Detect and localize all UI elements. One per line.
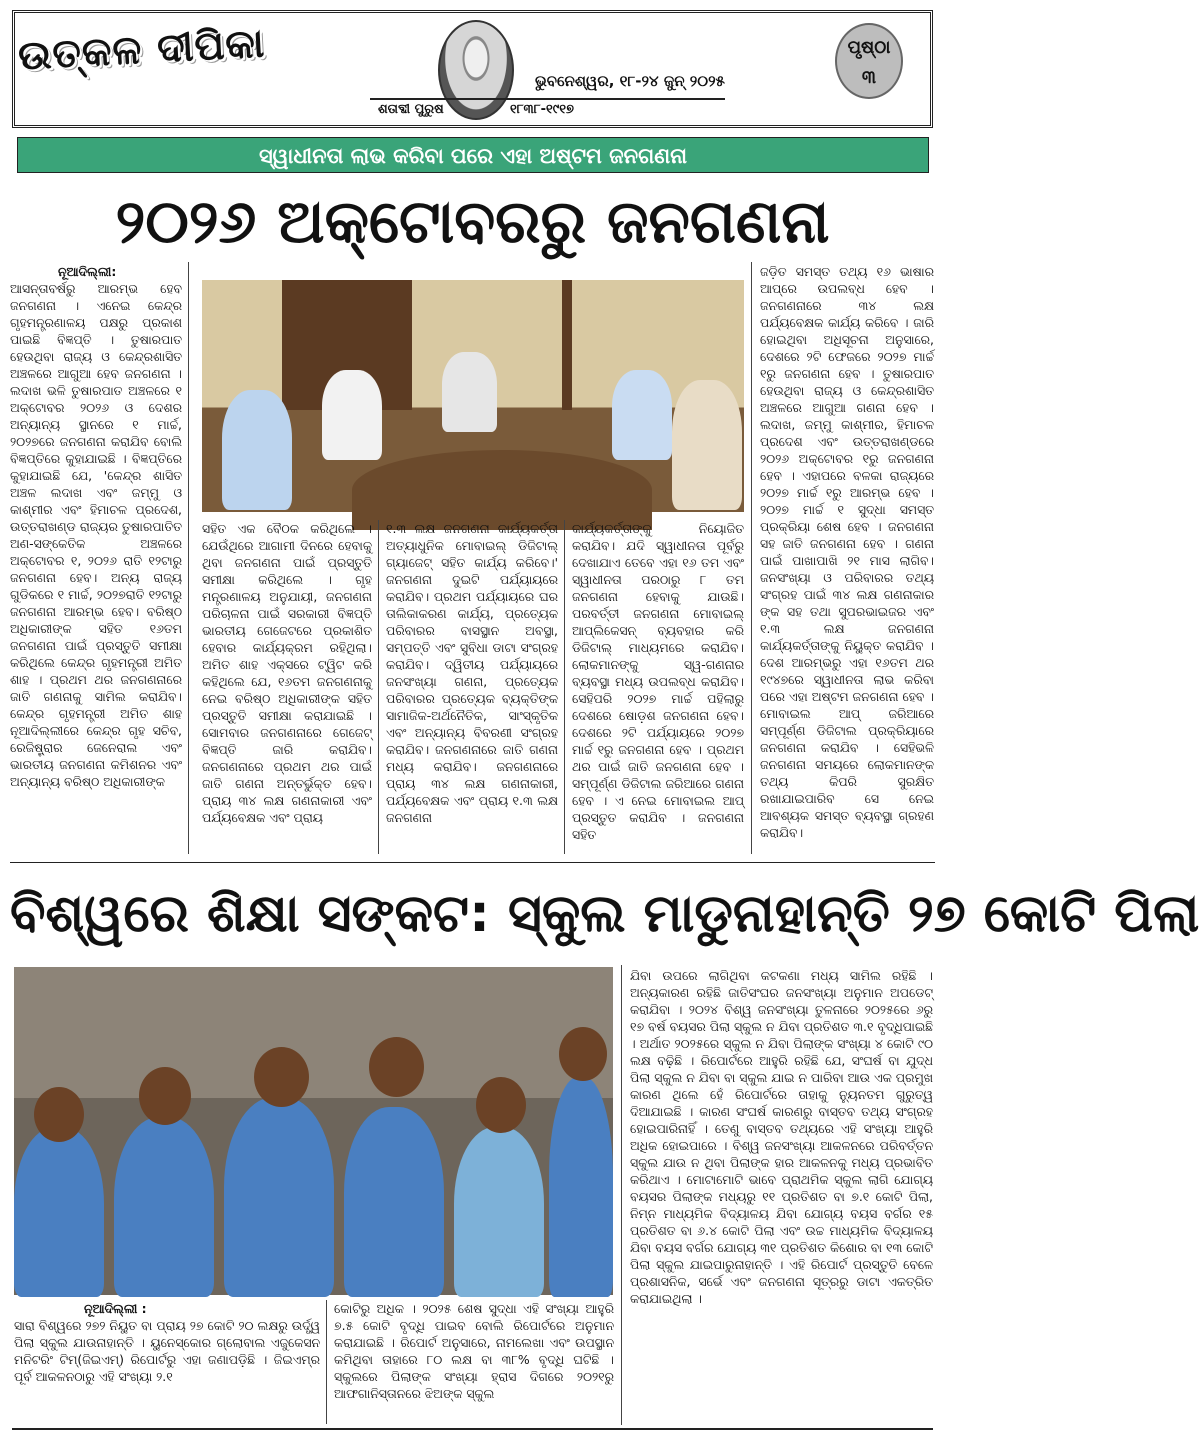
schoolchildren-photo xyxy=(14,967,613,1295)
person-front-left xyxy=(222,390,292,510)
story2-column-2: କୋଟିରୁ ଅଧିକ । ୨୦୨୫ ଶେଷ ସୁଦ୍ଧା ଏହି ସଂଖ୍ୟା ଆହୁରି ୭.୫ କୋଟି ବୃଦ୍ଧି ପାଇବ ବୋଲି ରିପୋର୍ଟରେ ଅନୁମାନ କରାଯାଇଛି । ରିପୋର୍ଟ ଅନୁସାରେ, ନାମଲେଖା ଏବଂ ଉପସ୍ଥାନ କମିଥିବା ତାହାରେ ୮୦ ଲକ୍ଷ ବା ୩୮% ବୃଦ୍ଧି ଘଟିଛି । ସ୍କୁଲରେ ପିଲାଙ୍କ ସଂଖ୍ୟା ହ୍ରାସ ଦିଗରେ ୨୦୨୧ରୁ ଆଫଗାନିସ୍ତାନରେ ଝିଅଙ୍କ ସ୍କୁଲ xyxy=(334,1301,614,1401)
column-rule xyxy=(378,520,379,854)
column-rule xyxy=(564,520,565,854)
person-right xyxy=(612,370,672,460)
person-left xyxy=(322,370,382,460)
child xyxy=(549,1077,613,1297)
story1-column-2: ସହିତ ଏକ ବୈଠକ କରିଥିଲେ । ଯେଉଁଥିରେ ଆଗାମୀ ଦିନରେ ହେବାକୁ ଥିବା ଜନଗଣନା ପାଇଁ ପ୍ରସ୍ତୁତି ସମୀକ୍ଷା କରିଥିଲେ । ଗୃହ ମନ୍ତ୍ରଣାଳୟ ଅନୁଯାୟୀ, ଜନଗଣନା ପରିଚାଳନା ପାଇଁ ସରକାରୀ ବିଜ୍ଞପ୍ତି ଭାରତୀୟ ଗେଜେଟରେ ପ୍ରକାଶିତ ହେବାର କାର୍ଯ୍ୟକ୍ରମ ରହିଥିଲା। ଅମିତ ଶାହ ଏକ୍ସରେ ଟ୍ୱିଟ କରି କହିଥିଲେ ଯେ, ୧୬ତମ ଜନଗଣନାକୁ ନେଇ ବରିଷ୍ଠ ଅଧିକାରୀଙ୍କ ସହିତ ପ୍ରସ୍ତୁତି ସମୀକ୍ଷା କରାଯାଇଛି । ସୋମବାର ଜନଗଣନାରେ ଗେଜେଟ୍ ବିଜ୍ଞପ୍ତି ଜାରି କରାଯିବ। ଜନଗଣନାରେ ପ୍ରଥମ ଥର ପାଇଁ ଜାତି ଗଣନା ଅନ୍ତର୍ଭୁକ୍ତ ହେବ। ପ୍ରାୟ ୩୪ ଲକ୍ଷ ଗଣନାକାରୀ ଏବଂ ପର୍ଯ୍ୟବେକ୍ଷକ ଏବଂ ପ୍ରାୟ xyxy=(202,521,372,825)
page-number-badge xyxy=(835,23,903,99)
story1-column-5: ଜଡ଼ିତ ସମସ୍ତ ତଥ୍ୟ ୧୬ ଭାଷାର ଆପ୍‌ରେ ଉପଲବ୍ଧ ହେବ । ଜନଗଣନାରେ ୩୪ ଲକ୍ଷ ପର୍ଯ୍ୟବେକ୍ଷକ କାର୍ଯ୍ୟ କରିବେ । ଜାରି ହୋଇଥିବା ଅଧିସୂଚନା ଅନୁସାରେ, ଦେଶରେ ୨ଟି ଫେଜରେ ୨୦୨୭ ମାର୍ଚ୍ଚ ୧ରୁ ଜନଗଣନା ହେବ । ତୁଷାରପାତ ହେଉଥିବା ରାଜ୍ୟ ଓ କେନ୍ଦ୍ରଶାସିତ ଅଞ୍ଚଳରେ ଆଗୁଆ ଗଣନା ହେବ । ଲଦାଖ, ଜମ୍ମୁ କାଶ୍ମୀର, ହିମାଚଳ ପ୍ରଦେଶ ଏବଂ ଉତ୍ତରାଖଣ୍ଡରେ ୨୦୨୬ ଅକ୍ଟୋବର ୧ରୁ ଜନଗଣନା ହେବ । ଏହାପରେ ବଳକା ରାଜ୍ୟରେ ୨୦୨୭ ମାର୍ଚ୍ଚ ୧ରୁ ଆରମ୍ଭ ହେବ । ୨୦୨୭ ମାର୍ଚ୍ଚ ୧ ସୁଦ୍ଧା ସମସ୍ତ ପ୍ରକ୍ରିୟା ଶେଷ ହେବ । ଜନଗଣନା ସହ ଜାତି ଜନଗଣନା ହେବ । ଗଣନା ପାଇଁ ପାଖାପାଖି ୨୧ ମାସ ଲାଗିବ। ଜନସଂଖ୍ୟା ଓ ପରିବାରର ତଥ୍ୟ ସଂଗ୍ରହ ପାଇଁ ୩୪ ଲକ୍ଷ ଗଣନାକାର ଙ୍କ ସହ ତଥା ସୁପରଭାଇଜର ଏବଂ ୧.୩ ଲକ୍ଷ ଜନଗଣନା କାର୍ଯ୍ୟକର୍ତ୍ତାଙ୍କୁ ନିୟୁକ୍ତ କରାଯିବ । ଦେଶ ଆରମ୍ଭରୁ ଏହା ୧୬ତମ ଥର ୧୯୪୭ରେ ସ୍ୱାଧୀନତା ଲାଭ କରିବା ପରେ ଏହା ଅଷ୍ଟମ ଜନଗଣନା ହେବ । ମୋବାଇଲ ଆପ୍ ଜରିଆରେ ସମ୍ପୂର୍ଣ୍ଣ ଡିଜିଟାଲ ପ୍ରକ୍ରିୟାରେ ଜନଗଣନା କରାଯିବ । ସେହିଭଳି ଜନଗଣନା ସମୟରେ ଲୋକମାନଙ୍କ ତଥ୍ୟ କିପରି ସୁରକ୍ଷିତ ରଖାଯାଇପାରିବ ସେ ନେଇ ଆବଶ୍ୟକ ସମସ୍ତ ବ୍ୟବସ୍ଥା ଗ୍ରହଣ କରାଯିବ। xyxy=(760,264,934,840)
founder-caption: ଶତାବ୍ଦୀ ପୁରୁଷ xyxy=(378,102,444,117)
child xyxy=(454,1127,544,1297)
story1-column-4: କାର୍ଯ୍ୟକର୍ତ୍ତାଙ୍କୁ ନିୟୋଜିତ କରାଯିବ। ଯଦି ସ୍ୱାଧୀନତା ପୂର୍ବରୁ ଦେଖାଯାଏ ତେବେ ଏହା ୧୬ ତମ ଏବଂ ସ୍ୱାଧୀନତା ପରଠାରୁ ୮ ତମ ଜନଗଣନା ହେବାକୁ ଯାଉଛି। ପରବର୍ତ୍ତୀ ଜନଗଣନା ମୋବାଇଲ୍ ଆପ୍ଲିକେସନ୍ ବ୍ୟବହାର କରି ଡିଜିଟାଲ୍ ମାଧ୍ୟମରେ କରାଯିବ। ଲୋକମାନଙ୍କୁ ସ୍ୱ-ଗଣନାର ବ୍ୟବସ୍ଥା ମଧ୍ୟ ଉପଲବ୍ଧ କରାଯିବ। ସେହିପରି ୨୦୨୭ ମାର୍ଚ୍ଚ ପହିଲାରୁ ଦେଶରେ ଷୋଡ଼ଶ ଜନଗଣନା ହେବ। ଦେଶରେ ୨ଟି ପର୍ଯ୍ୟାୟରେ ୨୦୨୭ ମାର୍ଚ୍ଚ ୧ରୁ ଜନଗଣନା ହେବ । ପ୍ରଥମ ଥର ପାଇଁ ଜାତି ଜନଗଣନା ହେବ । ସମ୍ପୂର୍ଣ୍ଣ ଡିଜିଟାଲ ଜରିଆରେ ଗଣନା ହେବ । ଏ ନେଇ ମୋବାଇଲ ଆପ୍ ପ୍ରସ୍ତୁତ କରାଯିବ । ଜନଗଣନା ସହିତ xyxy=(572,521,744,842)
headline-census: ୨୦୨୬ ଅକ୍ଟୋବରରୁ ଜନଗଣନା xyxy=(115,187,830,257)
column-rule xyxy=(751,262,752,854)
column-text: ସାରା ବିଶ୍ୱରେ ୨୭୨ ନିୟୁତ ବା ପ୍ରାୟ ୨୭ କୋଟି ୨୦ ଲକ୍ଷରୁ ଉର୍ଦ୍ଧ୍ୱ ପିଲା ସ୍କୁଲ ଯାଉନାହାନ୍ତି । ୟୁନେସ୍କୋର ଗ୍ଲୋବାଲ ଏଜୁକେସନ ମନିଟରିଂ ଟିମ୍(ଜିଇଏମ୍) ରିପୋର୍ଟରୁ ଏହା ଜଣାପଡ଼ିଛି । ଜିଇଏମ୍‌ର ପୂର୍ବ ଆକଳନଠାରୁ ଏହି ସଂଖ୍ୟା ୨.୧ xyxy=(14,1318,320,1384)
child-head xyxy=(559,1027,607,1081)
story1-column-3: ୧.୩ ଲକ୍ଷ ଜନଗଣନା କାର୍ଯ୍ୟକର୍ତ୍ତା ଅତ୍ୟାଧୁନିକ ମୋବାଇଲ୍ ଡିଜିଟାଲ୍ ଗ୍ୟାଜେଟ୍ ସହିତ କାର୍ଯ୍ୟ କରିବେ।' ଜନଗଣନା ଦୁଇଟି ପର୍ଯ୍ୟାୟରେ କରାଯିବ। ପ୍ରଥମ ପର୍ଯ୍ୟାୟରେ ଘର ତାଲିକାକରଣ କାର୍ଯ୍ୟ, ପ୍ରତ୍ୟେକ ପରିବାରର ବାସସ୍ଥାନ ଅବସ୍ଥା, ସମ୍ପତ୍ତି ଏବଂ ସୁବିଧା ଡାଟା ସଂଗ୍ରହ କରାଯିବ। ଦ୍ୱିତୀୟ ପର୍ଯ୍ୟାୟରେ ଜନସଂଖ୍ୟା ଗଣନା, ପ୍ରତ୍ୟେକ ପରିବାରର ପ୍ରତ୍ୟେକ ବ୍ୟକ୍ତିଙ୍କ ସାମାଜିକ-ଅର୍ଥନୈତିକ, ସାଂସ୍କୃତିକ ଏବଂ ଅନ୍ୟାନ୍ୟ ବିବରଣୀ ସଂଗ୍ରହ କରାଯିବ। ଜନଗଣନାରେ ଜାତି ଗଣନା ମଧ୍ୟ କରାଯିବ। ଜନଗଣନାରେ ପ୍ରାୟ ୩୪ ଲକ୍ଷ ଗଣନାକାରୀ, ପର୍ଯ୍ୟବେକ୍ଷକ ଏବଂ ପ୍ରାୟ ୧.୩ ଲକ୍ଷ ଜନଗଣନା xyxy=(386,521,558,825)
child-head xyxy=(139,1067,191,1125)
story2-column-1 xyxy=(14,1300,320,1425)
person-front-right xyxy=(672,380,742,510)
child xyxy=(344,1107,444,1297)
child-head xyxy=(476,1077,526,1133)
dateline: ନୂଆଦିଲ୍ଲୀ : xyxy=(84,1301,147,1316)
story1-column-1 xyxy=(10,263,182,853)
page-label: ପୃଷ୍ଠା xyxy=(847,37,891,58)
child-head xyxy=(369,1037,424,1097)
founder-years: ୧୮୩୮-୧୯୧୭ xyxy=(510,102,574,117)
section-divider xyxy=(10,862,935,863)
child xyxy=(224,1097,334,1297)
founder-portrait xyxy=(438,20,514,120)
masthead-divider xyxy=(370,98,725,100)
person-center xyxy=(442,352,497,432)
kicker-banner: ସ୍ୱାଧୀନତା ଲାଭ କରିବା ପରେ ଏହା ଅଷ୍ଟମ ଜନଗଣନା xyxy=(17,137,929,173)
column-rule xyxy=(621,965,622,1425)
meeting-photo xyxy=(202,280,744,512)
conference-table xyxy=(352,450,652,530)
child-head xyxy=(254,1047,309,1107)
dateline: ନୂଆଦିଲ୍ଲୀ: xyxy=(58,264,117,279)
newspaper-logo: ଉତ୍କଳ ଦୀପିକା xyxy=(16,19,267,80)
headline-education: ବିଶ୍ୱରେ ଶିକ୍ଷା ସଙ୍କଟ: ସ୍କୁଲ ମାଡୁନାହାନ୍ତି ୨୭ କୋଟି ପିଲା xyxy=(10,884,1199,944)
column-rule xyxy=(326,1300,327,1424)
page-bottom-rule xyxy=(12,1428,933,1430)
wall-strip xyxy=(562,280,572,410)
page-number: ୩ xyxy=(861,67,877,88)
issue-date: ଭୁବନେଶ୍ୱର, ୧୮-୨୪ ଜୁନ୍ ୨୦୨୫ xyxy=(535,72,725,90)
column-text: ଆସନ୍ତାବର୍ଷରୁ ଆରମ୍ଭ ହେବ ଜନଗଣନା । ଏନେଇ କେନ୍ଦ୍ର ଗୃହମନ୍ତ୍ରଣାଳୟ ପକ୍ଷରୁ ପ୍ରକାଶ ପାଇଛି ବିଜ୍ଞପ୍ତି । ତୁଷାରପାତ ହେଉଥିବା ରାଜ୍ୟ ଓ କେନ୍ଦ୍ରଶାସିତ ଅଞ୍ଚଳରେ ଆଗୁଆ ହେବ ଜନଗଣନା । ଲଦାଖ ଭଳି ତୁଷାରପାତ ଅଞ୍ଚଳରେ ୧ ଅକ୍ଟୋବର ୨୦୨୬ ଓ ଦେଶର ଅନ୍ୟାନ୍ୟ ସ୍ଥାନରେ ୧ ମାର୍ଚ୍ଚ, ୨୦୨୭ରେ ଜନଗଣନା କରାଯିବ ବୋଲି ବିଜ୍ଞପ୍ତିରେ କୁହାଯାଇଛି । ବିଜ୍ଞପ୍ତିରେ କୁହାଯାଇଛି ଯେ, 'କେନ୍ଦ୍ର ଶାସିତ ଅଞ୍ଚଳ ଲଦାଖ ଏବଂ ଜମ୍ମୁ ଓ କାଶ୍ମୀର ଏବଂ ହିମାଚଳ ପ୍ରଦେଶ, ଉତ୍ତରାଖଣ୍ଡ ରାଜ୍ୟର ତୁଷାରପାତିତ ଅଣ-ସଙ୍କେତିକ ଅଞ୍ଚଳରେ ଅକ୍ଟୋବର ୧, ୨୦୨୬ ରାତି ୧୨ଟାରୁ ଜନଗଣନା ହେବ। ଅନ୍ୟ ରାଜ୍ୟ ଗୁଡିକରେ ୧ ମାର୍ଚ୍ଚ, ୨୦୨୭ରାତି ୧୨ଟାରୁ ଜନଗଣନା ଆରମ୍ଭ ହେବ। ବରିଷ୍ଠ ଅଧିକାରୀଙ୍କ ସହିତ ୧୬ତମ ଜନଗଣନା ପାଇଁ ପ୍ରସ୍ତୁତି ସମୀକ୍ଷା କରିଥିଲେ କେନ୍ଦ୍ର ଗୃହମନ୍ତ୍ରୀ ଅମିତ ଶାହ । ପ୍ରଥମ ଥର ଜନଗଣନାରେ ଜାତି ଗଣନାକୁ ସାମିଲ କରାଯିବ। କେନ୍ଦ୍ର ଗୃହମନ୍ତ୍ରୀ ଅମିତ ଶାହ ନୂଆଦିଲ୍ଲୀରେ କେନ୍ଦ୍ର ଗୃହ ସଚିବ, ରେଜିଷ୍ଟ୍ରାର ଜେନେରାଲ ଏବଂ ଭାରତୀୟ ଜନଗଣନା କମିଶନର ଏବଂ ଅନ୍ୟାନ୍ୟ ବରିଷ୍ଠ ଅଧିକାରୀଙ୍କ xyxy=(10,281,182,789)
child xyxy=(114,1117,214,1297)
child-head xyxy=(34,1087,84,1142)
story2-column-3: ଯିବା ଉପରେ ଲାଗିଥିବା କଟକଣା ମଧ୍ୟ ସାମିଲ ରହିଛି । ଅନ୍ୟକାରଣ ରହିଛି ଜାତିସଂଘର ଜନସଂଖ୍ୟା ଅନୁମାନ ଅପଡେଟ୍ କରାଯିବା । ୨୦୨୪ ବିଶ୍ୱ ଜନସଂଖ୍ୟା ତୁଳନାରେ ୨୦୨୫ରେ ୬ରୁ ୧୭ ବର୍ଷ ବୟସର ପିଲା ସ୍କୁଲ ନ ଯିବା ପ୍ରତିଶତ ୩.୧ ବୃଦ୍ଧିପାଇଛି । ଅର୍ଥାତ ୨୦୨୫ରେ ସ୍କୁଲ ନ ଯିବା ପିଲାଙ୍କ ସଂଖ୍ୟା ୪ କୋଟି ୯୦ ଲକ୍ଷ ବଢ଼ିଛି । ରିପୋର୍ଟରେ ଆହୁରି ରହିଛି ଯେ, ସଂଘର୍ଷ ବା ଯୁଦ୍ଧ ପିଲା ସ୍କୁଲ ନ ଯିବା ବା ସ୍କୁଲ ଯାଇ ନ ପାରିବା ଆଉ ଏକ ପ୍ରମୁଖ କାରଣ ଥିଲେ ହେଁ ରିପୋର୍ଟରେ ତାହାକୁ ନ୍ୟୁନତମ ଗୁରୁତ୍ୱ ଦିଆଯାଇଛି । କାରଣ ସଂଘର୍ଷ କାରଣରୁ ବାସ୍ତବ ତଥ୍ୟ ସଂଗ୍ରହ ହୋଇପାରିନାହିଁ । ତେଣୁ ବାସ୍ତବ ତଥ୍ୟରେ ଏହି ସଂଖ୍ୟା ଆହୁରି ଅଧିକ ହୋଇପାରେ । ବିଶ୍ୱ ଜନସଂଖ୍ୟା ଆକଳନରେ ପରିବର୍ତ୍ତନ ସ୍କୁଲ ଯାଉ ନ ଥିବା ପିଲାଙ୍କ ହାର ଆକଳନକୁ ମଧ୍ୟ ପ୍ରଭାବିତ କରିଥାଏ । ମୋଟାମୋଟି ଭାବେ ପ୍ରାଥମିକ ସ୍କୁଲ ଲାଗି ଯୋଗ୍ୟ ବୟସର ପିଲାଙ୍କ ମଧ୍ୟରୁ ୧୧ ପ୍ରତିଶତ ବା ୭.୧ କୋଟି ପିଲା, ନିମ୍ନ ମାଧ୍ୟମିକ ବିଦ୍ୟାଳୟ ଯିବା ଯୋଗ୍ୟ ବୟସ ବର୍ଗର ୧୫ ପ୍ରତିଶତ ବା ୬.୪ କୋଟି ପିଲା ଏବଂ ଉଚ୍ଚ ମାଧ୍ୟମିକ ବିଦ୍ୟାଳୟ ଯିବା ବୟସ ବର୍ଗର ଯୋଗ୍ୟ ୩୧ ପ୍ରତିଶତ କିଶୋର ବା ୧୩ କୋଟି ପିଲା ସ୍କୁଲ ଯାଇପାରୁନାହାନ୍ତି । ଏହି ରିପୋର୍ଟ ପ୍ରସ୍ତୁତି ବେଳେ ପ୍ରଶାସନିକ, ସର୍ଭେ ଏବଂ ଜନଗଣନା ସୂତ୍ରରୁ ଡାଟା ଏକତ୍ରିତ କରାଯାଇଥିଲା । xyxy=(630,968,933,1306)
child xyxy=(14,1127,104,1297)
column-rule xyxy=(188,262,189,854)
